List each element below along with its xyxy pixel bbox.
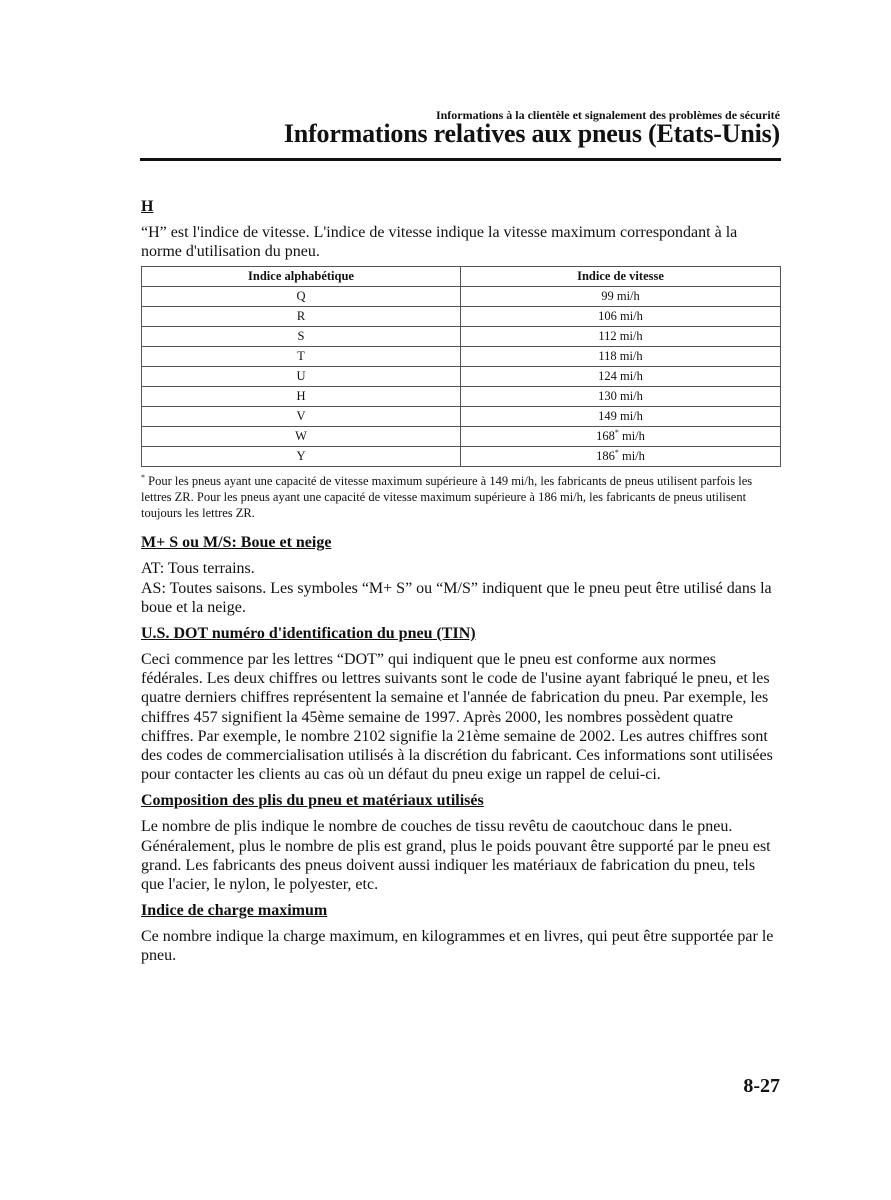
table-row xyxy=(142,427,781,447)
load-index-title: Indice de charge maximum xyxy=(141,902,328,920)
page-title: Informations relatives aux pneus (Etats-Unis) xyxy=(283,119,780,148)
table-footnote xyxy=(141,473,781,521)
load-index-body: Ce nombre indique la charge maximum, en kilogrammes et en livres, qui peut être supportée par le pneu. xyxy=(141,928,774,965)
speed-letter-cell: S xyxy=(142,327,461,347)
speed-value-cell xyxy=(461,367,781,387)
speed-letter-cell: T xyxy=(142,347,461,367)
speed-value-cell xyxy=(461,407,781,427)
speed-unit: mi/h xyxy=(618,429,645,444)
plies-title: Composition des plis du pneu et matériaux utilisés xyxy=(141,792,484,810)
table-row xyxy=(142,287,781,307)
mud-snow-line-1: AT: Tous terrains. xyxy=(141,560,255,578)
mud-snow-line-2: AS: Toutes saisons. Les symboles “M+ S” ou “M/S” indiquent que le pneu peut être utilisé dans la boue et la neige. xyxy=(141,579,772,616)
table-row xyxy=(142,387,781,407)
footnote-mark: * xyxy=(614,428,619,438)
footnote-mark: * xyxy=(614,448,619,458)
speed-section-intro: “H” est l'indice de vitesse. L'indice de vitesse indique la vitesse maximum correspondant à la norme d'utilisation du pneu. xyxy=(141,224,738,261)
speed-value: 99 mi/h xyxy=(601,289,640,304)
speed-value-cell xyxy=(461,287,781,307)
column-header-speed: Indice de vitesse xyxy=(461,267,781,287)
table-row xyxy=(142,307,781,327)
speed-value: 149 mi/h xyxy=(598,409,643,424)
speed-value: 186 xyxy=(596,449,615,464)
speed-value: 118 mi/h xyxy=(598,349,643,364)
speed-value-cell xyxy=(461,307,781,327)
table-header-row xyxy=(142,267,781,287)
speed-letter-cell: Y xyxy=(142,447,461,467)
speed-letter-cell: V xyxy=(142,407,461,427)
section-header: Informations à la clientèle et signalement des problèmes de sécurité xyxy=(435,108,780,122)
speed-value: 130 mi/h xyxy=(598,389,643,404)
table-row xyxy=(142,367,781,387)
dot-body: Ceci commence par les lettres “DOT” qui indiquent que le pneu est conforme aux normes fédérales. Les deux chiffres ou lettres suivants sont le code de l'usine ayant fabriqué le pneu, et les quatre derniers chiffres représentent la semaine et l'année de fabrication du pneu. Par exemple, les chiffres 457 signifient la 45ème semaine de 1997. Après 2000, les nombres possèdent quatre chiffres. Par exemple, le nombre 2102 signifie la 21ème semaine de 2002. Les autres chiffres sont des codes de commercialisation utilisés à la discrétion du fabricant. Ces informations sont utilisées pour contacter les clients au cas où un défaut du pneu exige un rappel de celui-ci. xyxy=(141,651,773,784)
plies-body: Le nombre de plis indique le nombre de couches de tissu revêtu de caoutchouc dans le pneu. Généralement, plus le nombre de plis est grand, plus le poids pouvant être supporté par le pneu est grand. Les fabricants des pneus doivent aussi indiquer les matériaux de fabrication du pneu, tels que l'acier, le nylon, le polyester, etc. xyxy=(141,818,771,894)
speed-value-cell xyxy=(461,327,781,347)
speed-value-cell xyxy=(461,347,781,367)
speed-value-cell xyxy=(461,387,781,407)
speed-value: 112 mi/h xyxy=(598,329,643,344)
speed-value: 106 mi/h xyxy=(598,309,643,324)
column-header-letter: Indice alphabétique xyxy=(142,267,461,287)
speed-value-cell xyxy=(461,447,781,467)
page-content xyxy=(141,197,781,966)
footnote-mark: * xyxy=(141,473,145,483)
speed-value: 124 mi/h xyxy=(598,369,643,384)
speed-letter-cell: H xyxy=(142,387,461,407)
speed-letter-cell: R xyxy=(142,307,461,327)
speed-rating-table xyxy=(141,266,781,467)
header-divider xyxy=(140,158,781,161)
page-number: 8-27 xyxy=(743,1075,780,1097)
speed-unit: mi/h xyxy=(618,449,645,464)
speed-value-cell xyxy=(461,427,781,447)
footnote-text: Pour les pneus ayant une capacité de vitesse maximum supérieure à 149 mi/h, les fabricants de pneus utilisent parfois les lettres ZR. Pour les pneus ayant une capacité de vitesse maximum supérieure à 186 mi/h, les fabricants de pneus utilisent toujours les lettres ZR. xyxy=(141,474,753,521)
speed-letter-cell: Q xyxy=(142,287,461,307)
table-row xyxy=(142,327,781,347)
speed-letter-cell: U xyxy=(142,367,461,387)
speed-letter-cell: W xyxy=(142,427,461,447)
dot-title: U.S. DOT numéro d'identification du pneu (TIN) xyxy=(141,625,476,643)
table-body xyxy=(142,287,781,467)
mud-snow-title: M+ S ou M/S: Boue et neige xyxy=(141,534,332,552)
speed-section-title: H xyxy=(141,198,154,215)
table-row xyxy=(142,407,781,427)
speed-value: 168 xyxy=(596,429,615,444)
table-row xyxy=(142,347,781,367)
table-row xyxy=(142,447,781,467)
